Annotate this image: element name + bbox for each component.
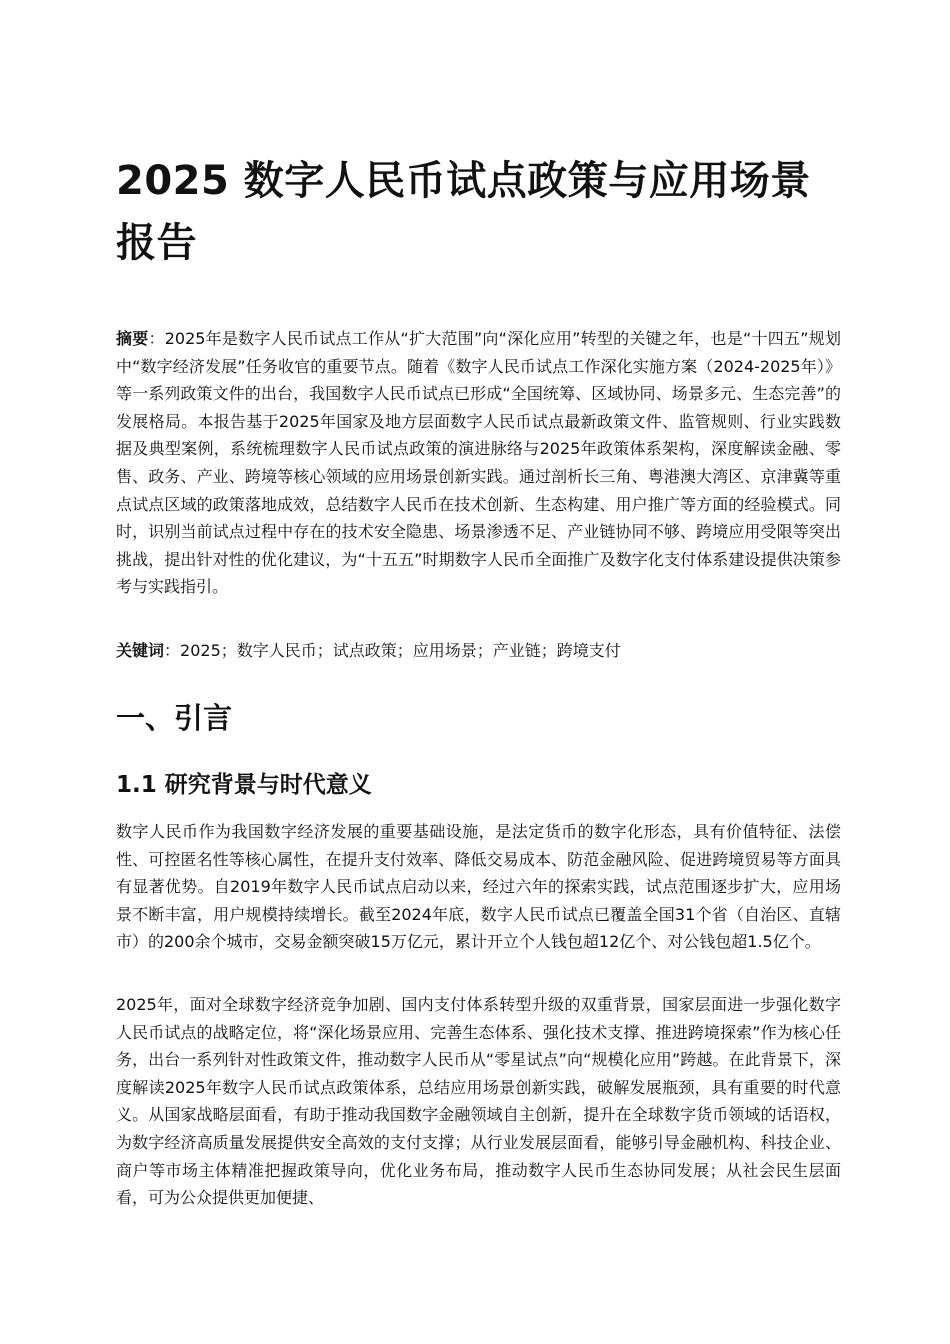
abstract-text: 2025年是数字人民币试点工作从“扩大范围”向“深化应用”转型的关键之年，也是“十四五”规划中“数字经济发展”任务收官的重要节点。随着《数字人民币试点工作深化实施方案（2024-2025年）》等一系列政策文件的出台，我国数字人民币试点已形成“全国统筹、区域协同、场景多元、生态完善”的发展格局。本报告基于2025年国家及地方层面数字人民币试点最新政策文件、监管规则、行业实践数据及典型案例，系统梳理数字人民币试点政策的演进脉络与2025年政策体系架构，深度解读金融、零售、政务、产业、跨境等核心领域的应用场景创新实践。通过剖析长三角、粤港澳大湾区、京津冀等重点试点区域的政策落地成效，总结数字人民币在技术创新、生态构建、用户推广等方面的经验模式。同时，识别当前试点过程中存在的技术安全隐患、场景渗透不足、产业链协同不够、跨境应用受限等突出挑战，提出针对性的优化建议，为“十五五”时期数字人民币全面推广及数字化支付体系建设提供决策参考与实践指引。 [116, 329, 841, 597]
abstract-paragraph [116, 325, 841, 601]
section-heading-introduction: 一、引言 [116, 701, 233, 735]
document-title: 2025 数字人民币试点政策与应用场景报告 [116, 158, 811, 266]
body-paragraph: 数字人民币作为我国数字经济发展的重要基础设施，是法定货币的数字化形态，具有价值特征、法偿性、可控匿名性等核心属性，在提升支付效率、降低交易成本、防范金融风险、促进跨境贸易等方面具有显著优势。自2019年数字人民币试点启动以来，经过六年的探索实践，试点范围逐步扩大，应用场景不断丰富，用户规模持续增长。截至2024年底，数字人民币试点已覆盖全国31个省（自治区、直辖市）的200余个城市，交易金额突破15万亿元，累计开立个人钱包超12亿个、对公钱包超1.5亿个。 [116, 822, 841, 952]
keywords-label: 关键词 [116, 641, 165, 660]
keywords-text: 2025；数字人民币；试点政策；应用场景；产业链；跨境支付 [180, 641, 621, 660]
keywords-paragraph [116, 637, 841, 665]
abstract-label: 摘要 [116, 329, 149, 348]
subsection-heading-background: 1.1 研究背景与时代意义 [116, 772, 372, 798]
keywords-separator: ： [164, 641, 181, 660]
body-paragraph: 2025年，面对全球数字经济竞争加剧、国内支付体系转型升级的双重背景，国家层面进一步强化数字人民币试点的战略定位，将“深化场景应用、完善生态体系、强化技术支撑、推进跨境探索”作为核心任务，出台一系列针对性政策文件，推动数字人民币从“零星试点”向“规模化应用”跨越。在此背景下，深度解读2025年数字人民币试点政策体系，总结应用场景创新实践，破解发展瓶颈，具有重要的时代意义。从国家战略层面看，有助于推动我国数字金融领域自主创新，提升在全球数字货币领域的话语权，为数字经济高质量发展提供安全高效的支付支撑；从行业发展层面看，能够引导金融机构、科技企业、商户等市场主体精准把握政策导向，优化业务布局，推动数字人民币生态协同发展；从社会民生层面看，可为公众提供更加便捷、 [116, 995, 841, 1208]
abstract-separator: ： [148, 329, 165, 348]
